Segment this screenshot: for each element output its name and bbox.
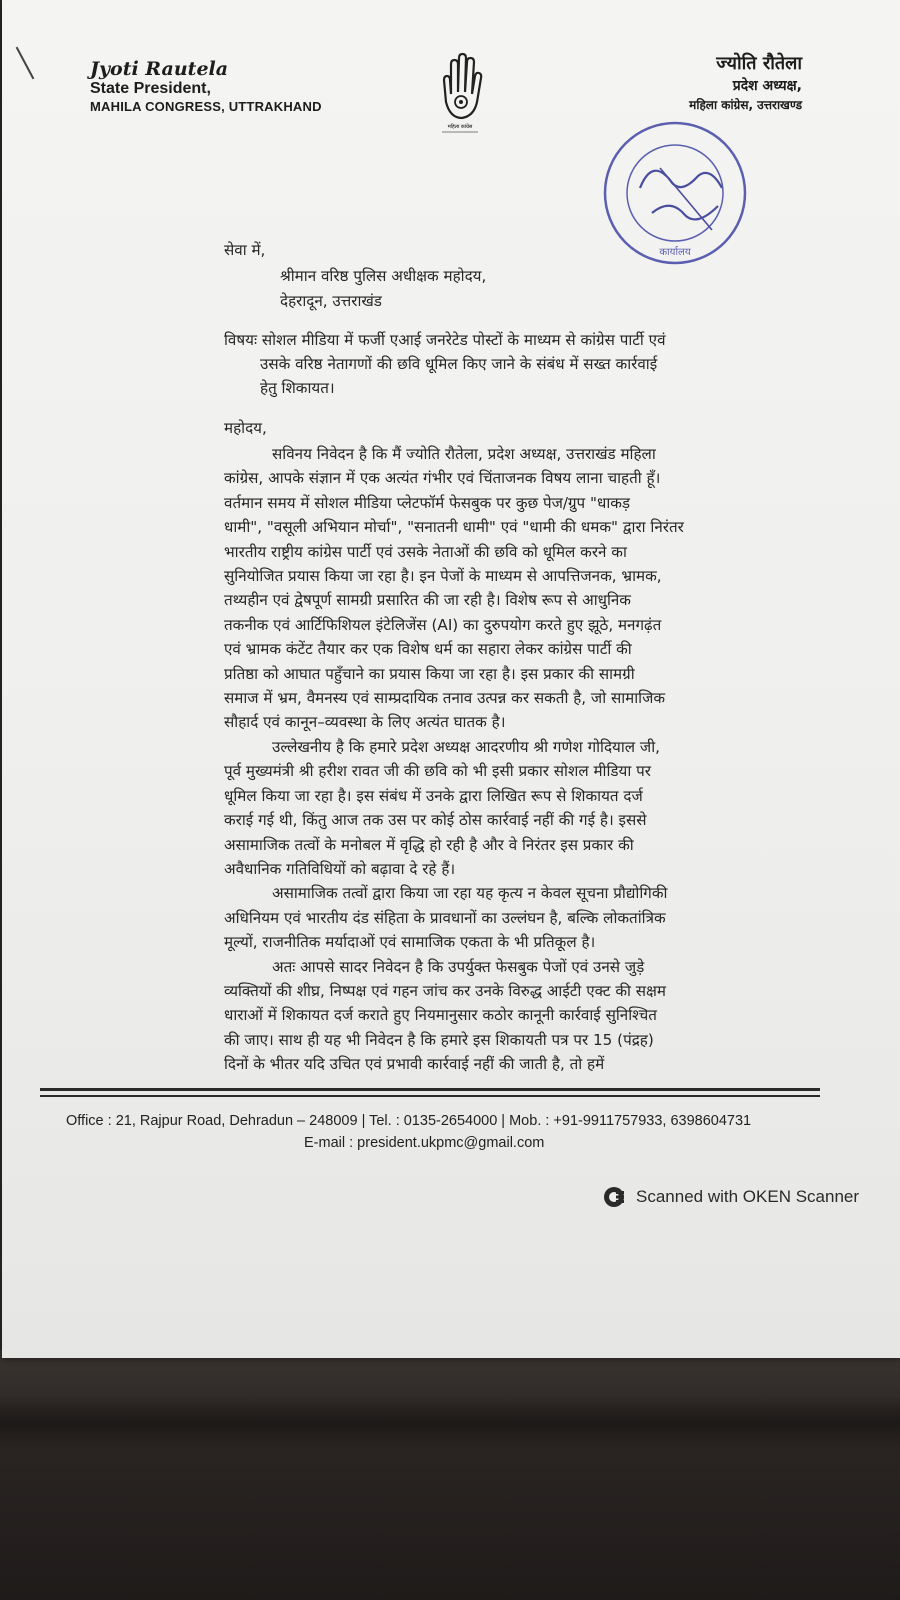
- body-line: तकनीक एवं आर्टिफिशियल इंटेलिजेंस (AI) का दुरुपयोग करते हुए झूठे, मनगढ़ंत: [224, 615, 662, 634]
- body-line: मूल्यों, राजनीतिक मर्यादाओं एवं सामाजिक एकता के भी प्रतिकूल है।: [224, 933, 596, 952]
- pen-mark: [16, 47, 35, 80]
- footer-email: E-mail : president.ukpmc@gmail.com: [304, 1135, 545, 1151]
- letterhead-left: [90, 58, 322, 115]
- body-line: समाज में भ्रम, वैमनस्य एवं साम्प्रदायिक तनाव उत्पन्न कर सकती है, जो सामाजिक: [224, 689, 666, 708]
- body-line: अवैधानिक गतिविधियों को बढ़ावा दे रहे हैं।: [224, 859, 456, 878]
- sender-org-english: MAHILA CONGRESS, UTTRAKHAND: [90, 99, 322, 114]
- body-line: भारतीय राष्ट्रीय कांग्रेस पार्टी एवं उसके नेताओं की छवि को धूमिल करने का: [224, 542, 627, 561]
- body-line: असामाजिक तत्वों द्वारा किया जा रहा यह कृत्य न केवल सूचना प्रौद्योगिकी: [272, 884, 668, 903]
- body-line: अधिनियम एवं भारतीय दंड संहिता के प्रावधानों का उल्लंघन है, बल्कि लोकतांत्रिक: [224, 908, 666, 927]
- sender-name-hindi: ज्योति रौतेला: [716, 53, 802, 74]
- body-line: धूमिल किया जा रहा है। इस संबंध में उनके द्वारा लिखित रूप से शिकायत दर्ज: [224, 786, 643, 805]
- letterhead-right: [689, 52, 802, 114]
- body-line: प्रतिष्ठा को आघात पहुँचाने का प्रयास किया जा रहा है। इस प्रकार की सामग्री: [224, 664, 635, 683]
- body-line: पूर्व मुख्यमंत्री श्री हरीश रावत जी की छवि को भी इसी प्रकार सोशल मीडिया पर: [224, 762, 651, 781]
- body-line: धामी", "वसूली अभियान मोर्चा", "सनातनी धामी" एवं "धामी की धमक" द्वारा निरंतर: [224, 518, 684, 537]
- body-line: तथ्यहीन एवं द्वेषपूर्ण सामग्री प्रसारित की जा रही है। विशेष रूप से आधुनिक: [224, 591, 631, 610]
- sender-name-english: Jyoti Rautela: [90, 58, 229, 80]
- subject-line: हेतु शिकायत।: [260, 379, 335, 397]
- body-line: उल्लेखनीय है कि हमारे प्रदेश अध्यक्ष आदरणीय श्री गणेश गोदियाल जी,: [272, 737, 660, 756]
- desk-shadow: [0, 1395, 900, 1450]
- desk-background: [0, 1350, 900, 1600]
- body-line: वर्तमान समय में सोशल मीडिया प्लेटफॉर्म फेसबुक पर कुछ पेज/ग्रुप "धाकड़: [224, 493, 631, 512]
- body-line: धाराओं में शिकायत दर्ज कराते हुए नियमानुसार कठोर कानूनी कार्रवाई सुनिश्चित: [224, 1006, 657, 1025]
- body-line: दिनों के भीतर यदि उचित एवं प्रभावी कार्रवाई नहीं की जाती है, तो हमें: [224, 1055, 605, 1074]
- body-line: असामाजिक तत्वों के मनोबल में वृद्धि हो रही है और वे निरंतर इस प्रकार की: [224, 835, 634, 854]
- logo-caption: महिला कांग्रेस: [447, 124, 473, 130]
- subject-line: उसके वरिष्ठ नेतागणों की छवि धूमिल किए जाने के संबंध में सख्त कार्रवाई: [260, 355, 658, 373]
- letter-body: [224, 442, 800, 1077]
- body-line: कराई गई थी, किंतु आज तक उस पर कोई ठोस कार्रवाई नहीं की गई है। इससे: [224, 811, 647, 830]
- sender-role-hindi: प्रदेश अध्यक्ष,: [732, 78, 802, 94]
- subject: [224, 328, 800, 400]
- oken-scanner-icon: [602, 1185, 626, 1209]
- stamp-text: कार्यालय: [659, 247, 691, 258]
- body-line: सौहार्द एवं कानून–व्यवस्था के लिए अत्यंत घातक है।: [224, 713, 506, 732]
- body-line: एवं भ्रामक कंटेंट तैयार कर एक विशेष धर्म का सहारा लेकर कांग्रेस पार्टी की: [224, 640, 632, 659]
- sender-org-hindi: महिला कांग्रेस, उत्तराखण्ड: [689, 98, 802, 112]
- recipient-title: श्रीमान वरिष्ठ पुलिस अधीक्षक महोदय,: [280, 267, 487, 285]
- footer-rule-thick: [40, 1088, 820, 1091]
- recipient-location: देहरादून, उत्तराखंड: [280, 292, 382, 310]
- body-line: की जाए। साथ ही यह भी निवेदन है कि हमारे इस शिकायती पत्र पर 15 (पंद्रह): [224, 1030, 654, 1049]
- letter-page: [2, 0, 900, 1358]
- body-line: सविनय निवेदन है कि मैं ज्योति रौतेला, प्रदेश अध्यक्ष, उत्तराखंड महिला: [272, 445, 656, 463]
- scanner-watermark-text: Scanned with OKEN Scanner: [636, 1187, 860, 1206]
- footer-rule-thin: [40, 1095, 820, 1097]
- sender-role-english: State President,: [90, 80, 211, 97]
- body-line: अतः आपसे सादर निवेदन है कि उपर्युक्त फेसबुक पेजों एवं उनसे जुड़े: [272, 957, 645, 976]
- subject-line: विषयः सोशल मीडिया में फर्जी एआई जनरेटेड पोस्टों के माध्यम से कांग्रेस पार्टी एवं: [224, 331, 666, 349]
- body-line: कांग्रेस, आपके संज्ञान में एक अत्यंत गंभीर एवं चिंताजनक विषय लाना चाहती हूँ।: [224, 469, 661, 488]
- scanner-watermark: [602, 1184, 859, 1210]
- recipient-salutation-line: सेवा में,: [224, 241, 266, 259]
- body-line: व्यक्तियों की शीघ्र, निष्पक्ष एवं गहन जांच कर उनके विरुद्ध आईटी एक्ट की सक्षम: [224, 981, 667, 1000]
- congress-hand-icon: [434, 50, 486, 136]
- body-line: सुनियोजित प्रयास किया जा रहा है। इन पेजों के माध्यम से आपत्तिजनक, भ्रामक,: [224, 567, 662, 586]
- footer-office-address: Office : 21, Rajpur Road, Dehradun – 248009 | Tel. : 0135-2654000 | Mob. : +91-9911757933, 6398604731: [66, 1113, 752, 1129]
- salutation: महोदय,: [224, 419, 267, 437]
